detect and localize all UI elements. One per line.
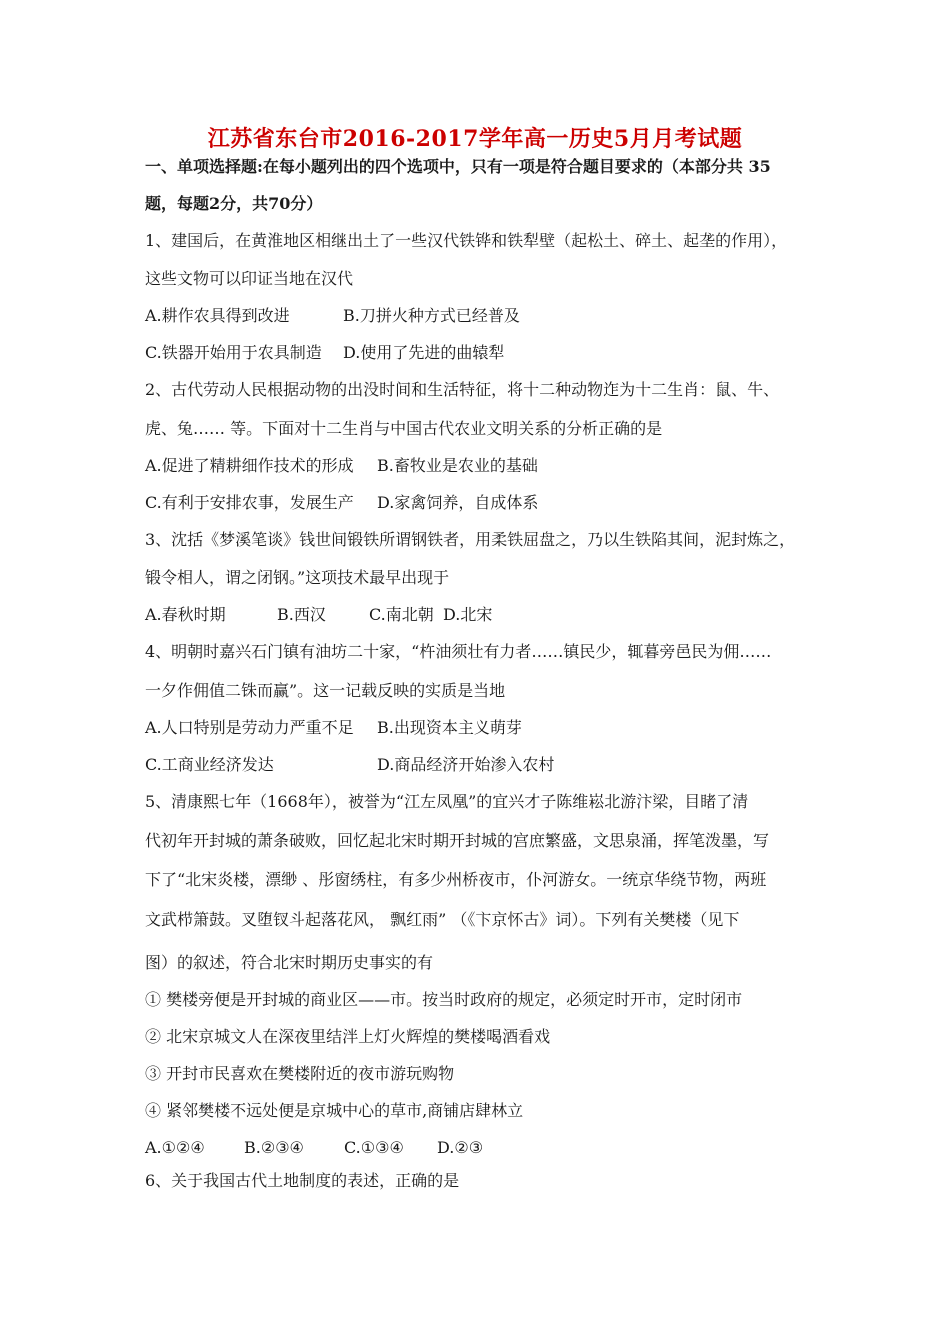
q4-options-row2 xyxy=(145,754,830,776)
q2-option-a[interactable]: A.促进了精耕细作技术的形成 xyxy=(145,456,354,475)
q1-stem-line2: 这些文物可以印证当地在汉代 xyxy=(145,269,354,288)
q4-options-row1 xyxy=(145,717,830,739)
q3-stem-line1: 3、沈括《梦溪笔谈》钱世间锻铁所谓钢铁者，用柔铁屈盘之，乃以生铁陷其间，泥封炼之， xyxy=(145,530,796,549)
q2-options-row2 xyxy=(145,492,830,514)
q5-stem-line5: 图）的叙述，符合北宋时期历史事实的有 xyxy=(145,953,434,972)
q1-options-row2 xyxy=(145,342,830,364)
q1-options-row1 xyxy=(145,305,830,327)
q5-item-4: ④ 紧邻樊楼不远处便是京城中心的草市,商铺店肆林立 xyxy=(145,1101,524,1120)
q5-item-2: ② 北宋京城文人在深夜里结泮上灯火辉煌的樊楼喝酒看戏 xyxy=(145,1027,551,1046)
q3-option-b[interactable]: B.西汉 xyxy=(277,605,326,624)
q4-option-a[interactable]: A.人口特别是劳动力严重不足 xyxy=(145,718,354,737)
q4-option-d[interactable]: D.商品经济开始渗入农村 xyxy=(377,755,555,774)
q5-stem-line1: 5、清康熙七年（1668年），被誉为“江左凤凰”的宜兴才子陈维崧北游汴梁，目睹了清 xyxy=(145,792,749,811)
q3-stem-line2: 锻令相人，谓之闭钢。”这项技术最早出现于 xyxy=(145,568,450,587)
q5-item-3: ③ 开封市民喜欢在樊楼附近的夜市游玩购物 xyxy=(145,1064,455,1083)
q1-stem-line1: 1、建国后，在黄淮地区相继出土了一些汉代铁铧和铁犁壁（起松土、碎土、起垄的作用）， xyxy=(145,231,788,250)
q3-option-c[interactable]: C.南北朝 xyxy=(369,605,434,624)
q6-stem-line1: 6、关于我国古代土地制度的表述，正确的是 xyxy=(145,1171,460,1190)
q2-options-row1 xyxy=(145,455,830,477)
q1-option-b[interactable]: B.刀拼火种方式已经普及 xyxy=(343,306,520,325)
q3-option-a[interactable]: A.春秋时期 xyxy=(145,605,226,624)
q3-option-d[interactable]: D.北宋 xyxy=(443,605,493,624)
q1-option-c[interactable]: C.铁器开始用于农具制造 xyxy=(145,343,322,362)
q5-stem-line4: 文武栉箫鼓。叉堕钗斗起落花风， 飘红雨” （《卞京怀古》词）。下列有关樊楼（见下 xyxy=(145,910,740,929)
section-instructions-line2: 题，每题2分，共70分） xyxy=(145,194,323,213)
q3-options-row xyxy=(145,604,830,626)
q4-option-b[interactable]: B.出现资本主义萌芽 xyxy=(377,718,522,737)
q2-option-b[interactable]: B.畜牧业是农业的基础 xyxy=(377,456,538,475)
q5-option-d[interactable]: D.②③ xyxy=(437,1138,484,1157)
q4-stem-line2: 一夕作佣值二铢而赢”。这一记载反映的实质是当地 xyxy=(145,681,506,700)
q2-option-c[interactable]: C.有利于安排农事，发展生产 xyxy=(145,493,354,512)
q5-option-c[interactable]: C.①③④ xyxy=(344,1138,404,1157)
q5-stem-line3: 下了“北宋炎楼，漂缈 、彤窗绣柱，有多少州桥夜市，仆河游女。一统京华绕节物，两班 xyxy=(145,870,767,889)
q5-item-1: ① 樊楼旁便是开封城的商业区——市。按当时政府的规定，必须定时开市，定时闭市 xyxy=(145,990,743,1009)
q1-option-d[interactable]: D.使用了先进的曲辕犁 xyxy=(343,343,505,362)
q5-option-b[interactable]: B.②③④ xyxy=(244,1138,304,1157)
q5-options-row xyxy=(145,1137,830,1159)
q2-stem-line1: 2、古代劳动人民根据动物的出没时间和生活特征，将十二种动物迮为十二生肖：鼠、牛、 xyxy=(145,380,780,399)
q4-option-c[interactable]: C.工商业经济发达 xyxy=(145,755,274,774)
q2-option-d[interactable]: D.家禽饲养，自成体系 xyxy=(377,493,539,512)
q4-stem-line1: 4、明朝时嘉兴石门镇有油坊二十家，“杵油须壮有力者……镇民少，辄暮旁邑民为佣…… xyxy=(145,642,772,661)
q5-option-a[interactable]: A.①②④ xyxy=(145,1138,205,1157)
q1-option-a[interactable]: A.耕作农具得到改进 xyxy=(145,306,290,325)
q2-stem-line2: 虎、兔…… 等。下面对十二生肖与中国古代农业文明关系的分析正确的是 xyxy=(145,419,663,438)
page-title: 江苏省东台市2016-2017学年高一历史5月月考试题 xyxy=(207,126,743,152)
section-instructions-line1: 一、单项选择题:在每小题列出的四个选项中，只有一项是符合题目要求的（本部分共 35 xyxy=(145,157,771,176)
q5-stem-line2: 代初年开封城的萧条破败，回忆起北宋时期开封城的宫庶繁盛，文思泉涌，挥笔泼墨，写 xyxy=(145,831,770,850)
